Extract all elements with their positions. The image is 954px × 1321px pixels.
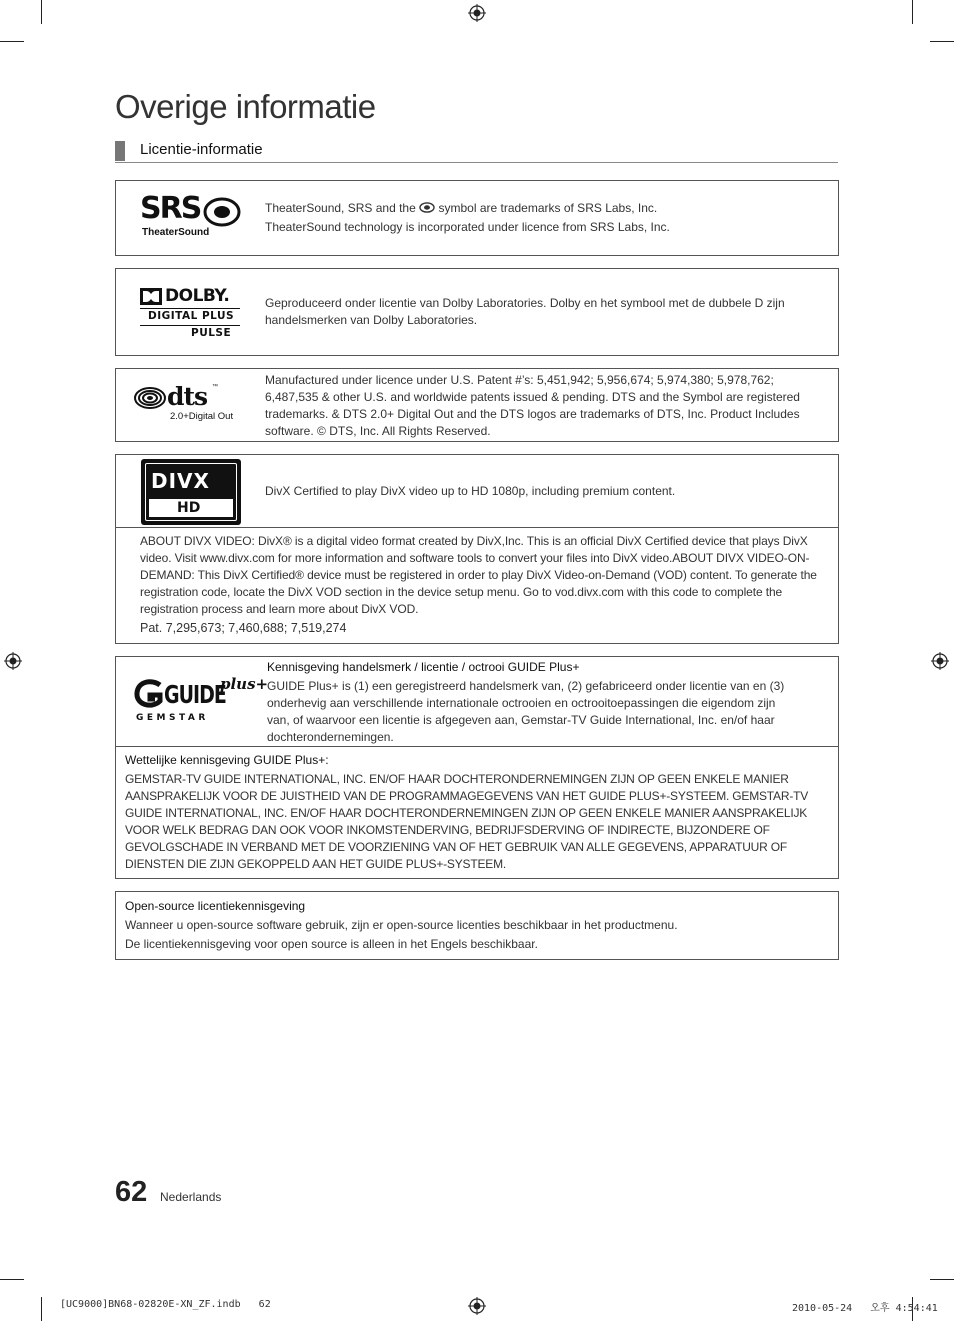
guideplus-logo-text: GUIDE (164, 681, 226, 710)
dolby-text: Geproduceerd onder licentie van Dolby Laboratories. Dolby en het symbool met de dubbele D zijn handelsmerken van Dolby Laboratories. (265, 296, 785, 327)
divx-logo-hd: HD (177, 500, 201, 516)
srs-symbol-icon (419, 202, 435, 213)
footer-timestamp: 2010-05-24 오후 4:54:41 (792, 1303, 938, 1314)
guideplus-legal-heading: Wettelijke kennisgeving GUIDE Plus+: (125, 753, 329, 767)
divx-patent-text: Pat. 7,295,673; 7,460,688; 7,519,274 (140, 621, 347, 635)
crop-mark (930, 41, 954, 42)
crop-mark (930, 1279, 954, 1280)
divx-license-box (115, 454, 839, 644)
page-language: Nederlands (160, 1190, 222, 1204)
dts-logo-sub: 2.0+Digital Out (170, 411, 234, 422)
dolby-logo-divider (140, 325, 240, 326)
page-number: 62 (115, 1176, 148, 1208)
srs-line2: TheaterSound technology is incorporated under licence from SRS Labs, Inc. (265, 220, 670, 234)
dts-disc-icon (134, 387, 166, 409)
dolby-logo-line1: DIGITAL PLUS (148, 310, 235, 322)
dts-text: Manufactured under licence under U.S. Patent #’s: 5,451,942; 5,956,674; 5,974,380; 5,978,762; 6,487,535 & other U.S. and worldwide patents issued & pending. DTS and the Symbol are registered trademarks. & DTS 2.0+ Digital Out and the DTS logos are trademarks of DTS, Inc. Product Includes software. © DTS, Inc. All Rights Reserved. (265, 373, 800, 438)
opensource-heading: Open-source licentiekennisgeving (125, 899, 306, 913)
dolby-logo-line (140, 308, 240, 309)
srs-circle-icon (203, 197, 241, 227)
registration-mark-icon (931, 652, 949, 670)
divx-certified-text: DivX Certified to play DivX video up to HD 1080p, including premium content. (265, 484, 676, 498)
divx-about-text: ABOUT DIVX VIDEO: DivX® is a digital video format created by DivX,Inc. This is an official DivX Certified device that plays DivX video. Visit www.divx.com for more information and software tools to convert your files into DivX video.ABOUT DIVX VIDEO-ON-DEMAND: This DivX Certified® device must be registered in order to play DivX Video-on-Demand (VOD) content. To generate the registration code, locate the DivX VOD section in the device setup menu. Go to vod.divx.com with this code to complete the registration process and learn more about DivX VOD. (140, 534, 817, 616)
opensource-line1: Wanneer u open-source software gebruik, zijn er open-source licenties beschikbaar in het productmenu. (125, 918, 678, 932)
registration-mark-icon (4, 652, 22, 670)
guideplus-divider (116, 746, 838, 747)
dts-license-box (115, 368, 839, 442)
opensource-license-box (115, 891, 839, 960)
guideplus-logo-sub: GEMSTAR (136, 713, 209, 723)
crop-mark (0, 1279, 24, 1280)
section-title: Licentie-informatie (140, 141, 263, 158)
guideplus-text: GUIDE Plus+ is (1) een geregistreerd handelsmerk van, (2) gefabriceerd onder licentie van en (3) onderhevig aan verschillende internationale octrooien en octrooitoepassingen die eigendom zijn van, of waarvoor een licentie is afgegeven aan, Gemstar-TV Guide International, Inc. en/of haar dochterondernemingen. (267, 679, 785, 744)
srs-text (265, 200, 825, 236)
dolby-logo-line2: PULSE (191, 327, 232, 339)
guideplus-legal-text: GEMSTAR-TV GUIDE INTERNATIONAL, INC. EN/OF HAAR DOCHTERONDERNEMINGEN ZIJN OP GEEN ENKELE MANIER AANSPRAKELIJK VOOR DE JUISTHEID VAN DE PROGRAMMAGEGEVENS VAN HET GUIDE PLUS+-SYSTEEM. GEMSTAR-TV GUIDE INTERNATIONAL, INC. EN/OF HAAR DOCHTERONDERNEMINGEN ZIJN OP GEEN ENKELE MANIER AANSPRAKELIJK VOOR WELK BEDRAG DAN OOK VOOR INKOMSTENDERVING, BEDRIJFSDERVING OF INDIRECTE, BIJZONDERE OF GEVOLGSCHADE IN VERBAND MET DE VOORZIENING VAN OF HET GEBRUIK VAN ALLE GEGEVENS, APPARATUUR OF DIENSTEN DIE ZIJN GEKOPPELD AAN HET GUIDE PLUS+-SYSTEEM. (125, 772, 809, 871)
dts-logo-text: dts (167, 382, 208, 411)
dts-logo (134, 384, 244, 426)
srs-line1-before: TheaterSound, SRS and the (265, 201, 416, 215)
guideplus-heading: Kennisgeving handelsmerk / licentie / octrooi GUIDE Plus+ (267, 660, 580, 674)
section-bar (115, 141, 125, 161)
dts-logo-tm: ™ (212, 384, 218, 390)
crop-mark (0, 41, 24, 42)
divx-divider (116, 527, 838, 528)
guideplus-logo-plus: plus+ (220, 675, 269, 693)
divx-logo (141, 459, 241, 525)
guideplus-license-box (115, 656, 839, 879)
dolby-license-box (115, 268, 839, 356)
registration-mark-icon (468, 1297, 486, 1315)
srs-logo (140, 191, 250, 243)
srs-logo-sub: TheaterSound (142, 227, 210, 238)
crop-mark (41, 1297, 42, 1321)
srs-logo-text: SRS (140, 191, 201, 226)
guideplus-swoosh-icon (134, 679, 164, 709)
dolby-logo-text: DOLBY. (165, 286, 230, 306)
srs-line1-after: symbol are trademarks of SRS Labs, Inc. (438, 201, 658, 215)
page-title: Overige informatie (115, 88, 376, 125)
registration-mark-icon (468, 4, 486, 22)
divx-logo-text: DIVX (151, 469, 210, 493)
guideplus-logo (134, 675, 269, 727)
srs-license-box (115, 180, 839, 256)
footer-file-info: [UC9000]BN68-02820E-XN_ZF.indb 62 (60, 1299, 271, 1310)
section-header (115, 140, 838, 163)
crop-mark (41, 0, 42, 24)
dolby-logo (140, 287, 244, 341)
crop-mark (912, 0, 913, 24)
double-d-icon (140, 288, 162, 305)
opensource-line2: De licentiekennisgeving voor open source is alleen in het Engels beschikbaar. (125, 937, 538, 951)
